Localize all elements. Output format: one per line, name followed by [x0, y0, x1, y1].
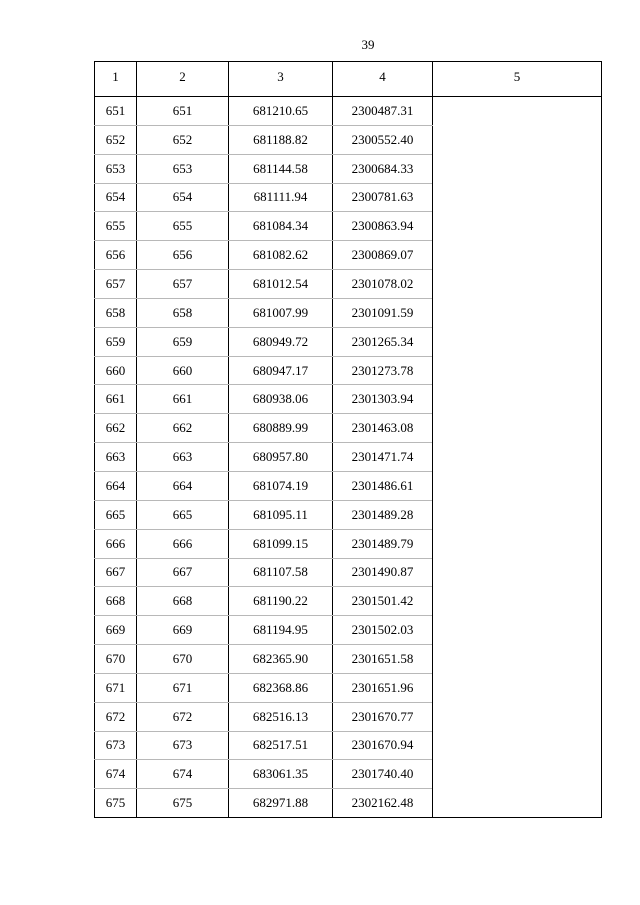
table-cell: 2301740.40 [333, 760, 433, 789]
table-cell: 683061.35 [229, 760, 333, 789]
table-cell: 681210.65 [229, 97, 333, 126]
table-cell: 681107.58 [229, 558, 333, 587]
table-cell: 665 [95, 500, 137, 529]
table-cell: 669 [95, 616, 137, 645]
table-cell: 2301471.74 [333, 443, 433, 472]
table-cell: 2301490.87 [333, 558, 433, 587]
table-cell: 667 [95, 558, 137, 587]
table-cell: 680938.06 [229, 385, 333, 414]
table-cell: 2301273.78 [333, 356, 433, 385]
table-cell: 659 [95, 327, 137, 356]
table-cell: 657 [95, 270, 137, 299]
table-cell: 2301091.59 [333, 298, 433, 327]
table-cell: 680949.72 [229, 327, 333, 356]
table-cell: 669 [137, 616, 229, 645]
table-cell: 660 [137, 356, 229, 385]
table-cell: 663 [95, 443, 137, 472]
table-cell: 2301463.08 [333, 414, 433, 443]
table-cell: 655 [137, 212, 229, 241]
table-cell: 672 [137, 702, 229, 731]
table-cell: 652 [137, 125, 229, 154]
table-cell: 2301489.79 [333, 529, 433, 558]
table-cell: 681007.99 [229, 298, 333, 327]
table-cell: 661 [95, 385, 137, 414]
table-cell: 2300552.40 [333, 125, 433, 154]
table-cell: 671 [137, 673, 229, 702]
table-cell: 658 [137, 298, 229, 327]
table-cell: 680957.80 [229, 443, 333, 472]
table-cell: 2301078.02 [333, 270, 433, 299]
table-cell: 666 [137, 529, 229, 558]
table-cell: 681188.82 [229, 125, 333, 154]
table-cell: 681084.34 [229, 212, 333, 241]
table-cell: 682365.90 [229, 645, 333, 674]
table-cell: 671 [95, 673, 137, 702]
table-cell: 663 [137, 443, 229, 472]
table-cell: 670 [95, 645, 137, 674]
table-cell: 654 [95, 183, 137, 212]
table-cell: 2301265.34 [333, 327, 433, 356]
table-cell: 681012.54 [229, 270, 333, 299]
table-cell: 675 [137, 789, 229, 818]
table-cell: 658 [95, 298, 137, 327]
table-cell: 2301501.42 [333, 587, 433, 616]
table-cell: 656 [95, 241, 137, 270]
table-cell: 680947.17 [229, 356, 333, 385]
column-header: 1 [95, 62, 137, 97]
table-cell: 662 [95, 414, 137, 443]
table-cell: 682516.13 [229, 702, 333, 731]
table-body [95, 97, 602, 818]
table-cell: 652 [95, 125, 137, 154]
table-cell: 681074.19 [229, 471, 333, 500]
column-header: 2 [137, 62, 229, 97]
table-cell: 681099.15 [229, 529, 333, 558]
table-cell: 666 [95, 529, 137, 558]
table-cell: 2300863.94 [333, 212, 433, 241]
table-cell: 682971.88 [229, 789, 333, 818]
table-cell: 2300781.63 [333, 183, 433, 212]
page-number: 39 [361, 37, 375, 52]
table-cell: 2301651.58 [333, 645, 433, 674]
column-header: 3 [229, 62, 333, 97]
table-cell: 673 [95, 731, 137, 760]
column-header: 5 [433, 62, 602, 97]
table-cell: 2300684.33 [333, 154, 433, 183]
table-cell: 680889.99 [229, 414, 333, 443]
table-cell: 682368.86 [229, 673, 333, 702]
table-row [95, 97, 602, 126]
table-cell: 2301670.94 [333, 731, 433, 760]
table-cell: 673 [137, 731, 229, 760]
table-cell: 2301502.03 [333, 616, 433, 645]
table-cell: 653 [137, 154, 229, 183]
table-cell: 662 [137, 414, 229, 443]
table-cell: 681082.62 [229, 241, 333, 270]
table-cell: 664 [137, 471, 229, 500]
table-cell: 2301303.94 [333, 385, 433, 414]
table-cell: 2301489.28 [333, 500, 433, 529]
table-header-row [95, 62, 602, 97]
table-cell: 653 [95, 154, 137, 183]
table-cell: 668 [95, 587, 137, 616]
table-cell: 651 [95, 97, 137, 126]
notes-cell [433, 97, 602, 818]
table-cell: 674 [95, 760, 137, 789]
table-cell: 661 [137, 385, 229, 414]
table-cell: 2302162.48 [333, 789, 433, 818]
table-cell: 681095.11 [229, 500, 333, 529]
table-cell: 681111.94 [229, 183, 333, 212]
table-cell: 656 [137, 241, 229, 270]
table-cell: 672 [95, 702, 137, 731]
table-cell: 2301651.96 [333, 673, 433, 702]
coordinate-table [94, 61, 602, 818]
table-cell: 668 [137, 587, 229, 616]
table-cell: 681194.95 [229, 616, 333, 645]
table-cell: 674 [137, 760, 229, 789]
table-cell: 654 [137, 183, 229, 212]
table-cell: 659 [137, 327, 229, 356]
table-cell: 651 [137, 97, 229, 126]
table-cell: 2300869.07 [333, 241, 433, 270]
table-cell: 681144.58 [229, 154, 333, 183]
table-cell: 2301486.61 [333, 471, 433, 500]
table-cell: 682517.51 [229, 731, 333, 760]
table-cell: 665 [137, 500, 229, 529]
table-cell: 2301670.77 [333, 702, 433, 731]
table-cell: 655 [95, 212, 137, 241]
table-cell: 664 [95, 471, 137, 500]
table-cell: 670 [137, 645, 229, 674]
table-cell: 2300487.31 [333, 97, 433, 126]
table-cell: 660 [95, 356, 137, 385]
table-cell: 675 [95, 789, 137, 818]
table-cell: 681190.22 [229, 587, 333, 616]
column-header: 4 [333, 62, 433, 97]
table-cell: 667 [137, 558, 229, 587]
table-cell: 657 [137, 270, 229, 299]
